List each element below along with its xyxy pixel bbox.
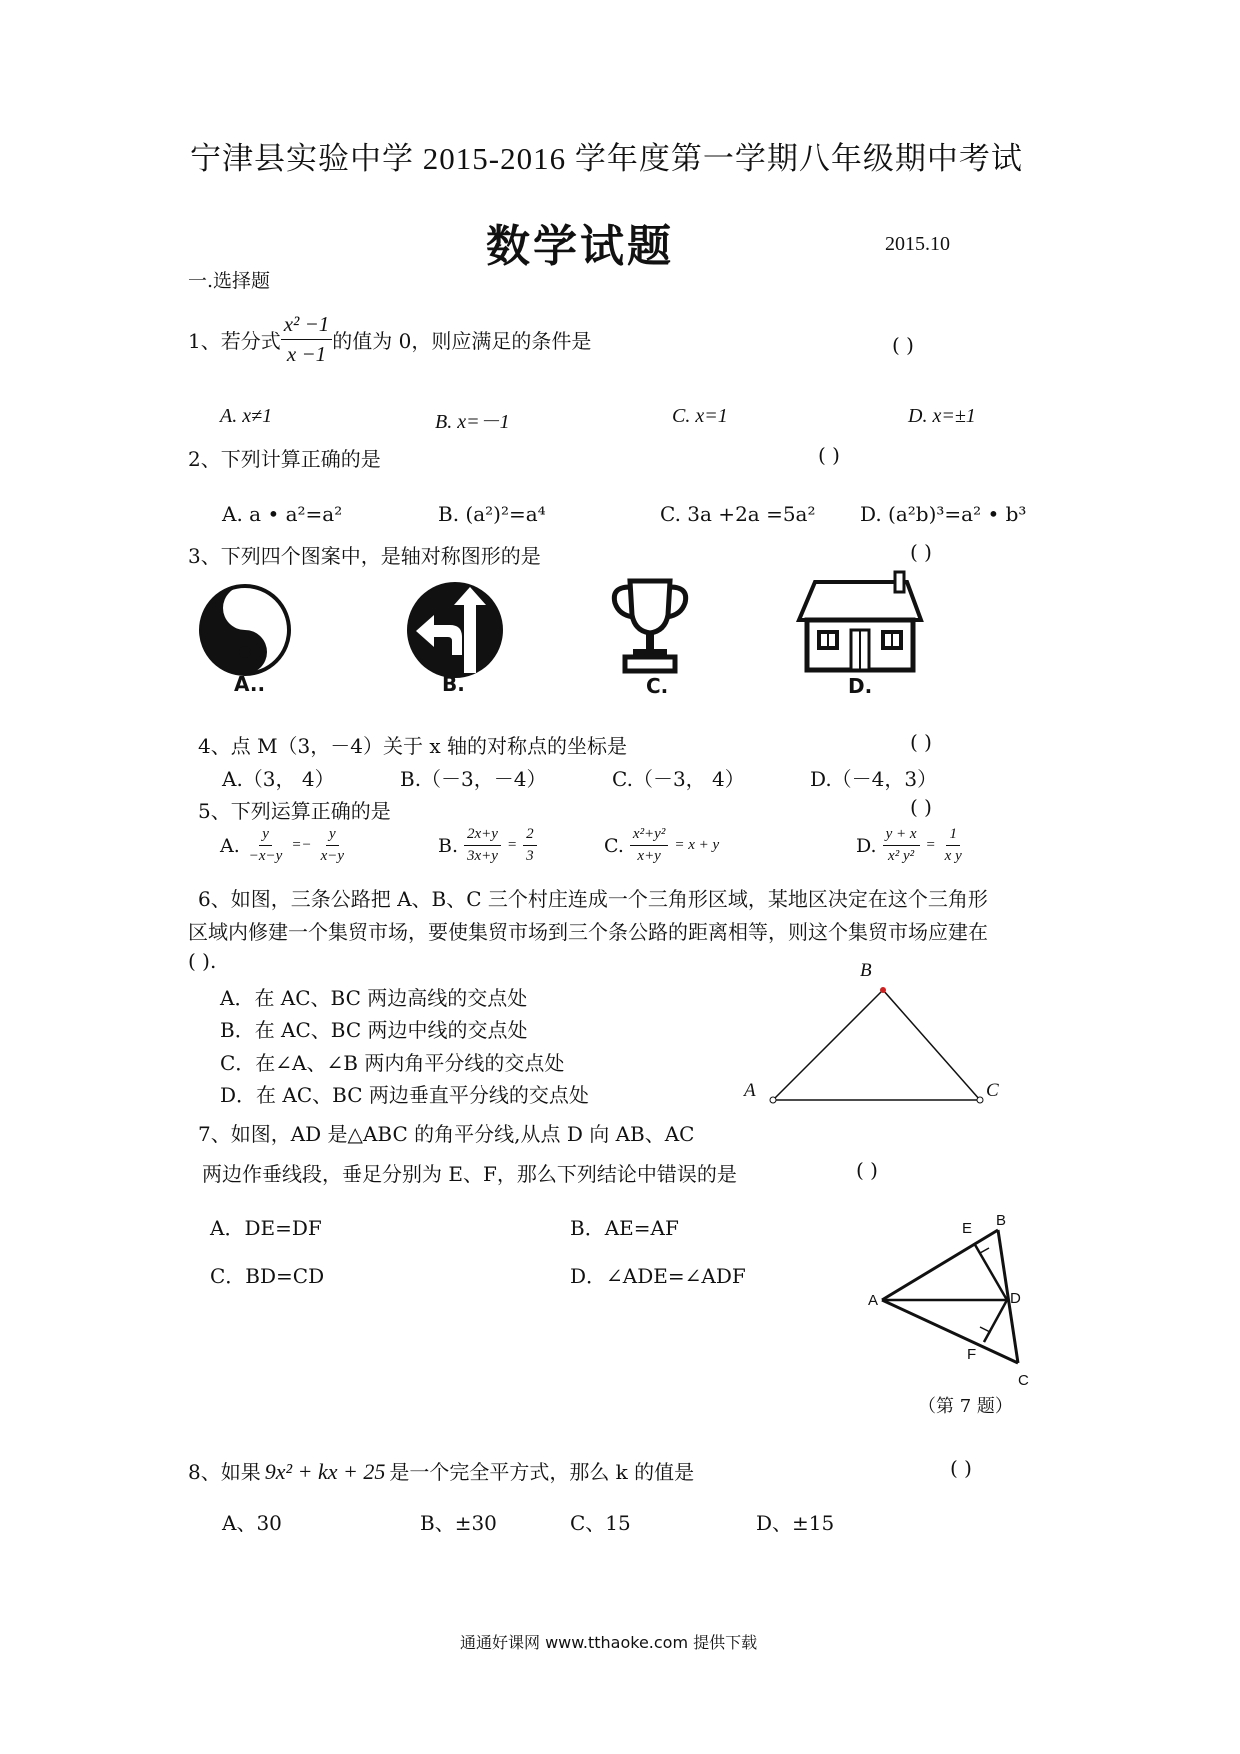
q6-option-d: D．在 AC、BC 两边垂直平分线的交点处 (220, 1083, 589, 1107)
q2-option-a: A. a • a²=a² (222, 502, 343, 526)
question-8: 8、如果 9x² + kx + 25 是一个完全平方式，那么 k 的值是 (188, 1459, 695, 1484)
q7-answer-bracket: ( ) (856, 1158, 878, 1182)
q6-triangle-figure (740, 960, 1020, 1120)
section-heading: 一.选择题 (188, 270, 271, 292)
q7-figure-caption: （第 7 题） (918, 1396, 1013, 1417)
q2-option-d: D. (a²b)³=a² • b³ (860, 502, 1027, 526)
turn-arrow-sign-icon (400, 575, 510, 685)
page-footer: 通通好课网 www.tthaoke.com 提供下载 (460, 1633, 758, 1652)
q7-option-d: D．∠ADE=∠ADF (570, 1264, 746, 1288)
q7-label-d: D (1010, 1290, 1021, 1307)
q4-answer-bracket: ( ) (910, 730, 932, 754)
q4-option-b: B.（－3，－4） (400, 767, 547, 791)
q7-label-f: F (967, 1346, 977, 1363)
q6-label-b: B (860, 960, 872, 981)
q6-label-a: A (744, 1080, 756, 1101)
q2-option-b: B. (a²)²=a⁴ (438, 502, 546, 526)
page-subtitle: 数学试题 (486, 221, 674, 272)
question-7-line2: 两边作垂线段，垂足分别为 E、F，那么下列结论中错误的是 (202, 1162, 737, 1186)
q5-option-c: C. $\frac{\text{x²+y²}}{x+y}$ = x + y (604, 826, 720, 864)
q1-fraction (281, 312, 333, 367)
exam-date: 2015.10 (885, 233, 950, 255)
q8-option-a: A、30 (222, 1511, 282, 1535)
question-1 (188, 312, 591, 367)
q6-label-c: C (986, 1080, 999, 1101)
q1-option-b: B. x=－1 (435, 411, 510, 433)
q4-option-c: C.（－3， 4） (612, 767, 745, 791)
question-5: 5、下列运算正确的是 (198, 799, 391, 823)
question-6-line1: 6、如图，三条公路把 A、B、C 三个村庄连成一个三角形区域，某地区决定在这个三角形 (198, 887, 988, 911)
q1-option-c: C. x=1 (672, 405, 728, 427)
q3-label-d: D. (848, 674, 873, 698)
q1-suffix: 的值为 0，则应满足的条件是 (332, 329, 592, 353)
house-icon (795, 570, 925, 680)
q7-label-b: B (996, 1212, 1007, 1229)
q1-frac-den: x −1 (286, 342, 327, 366)
q5-option-d: D. $\frac{y + x}{\text{x² y²}}$ = $\frac{1}{\text{x y}}$ (856, 826, 962, 864)
q1-frac-num: x² −1 (281, 312, 333, 340)
q7-option-b: B．AE=AF (570, 1216, 679, 1240)
q7-label-e: E (962, 1220, 973, 1237)
q6-option-c: C．在∠A、∠B 两内角平分线的交点处 (220, 1051, 565, 1075)
q3-label-a: A.. (234, 672, 266, 696)
q8-option-c: C、15 (570, 1511, 631, 1535)
q2-answer-bracket: ( ) (818, 443, 840, 467)
question-7-line1: 7、如图，AD 是△ABC 的角平分线,从点 D 向 AB、AC (198, 1122, 695, 1146)
q6-vertex-b (880, 987, 886, 993)
q1-answer-bracket: ( ) (892, 333, 914, 357)
q5-option-b: B. $\frac{2x+y}{3x+y}$ = $\frac{2}{3}$ (438, 826, 537, 865)
q6-vertex-c (977, 1097, 983, 1103)
q4-option-a: A.（3， 4） (222, 767, 335, 791)
q7-label-a: A (868, 1292, 879, 1309)
question-3: 3、下列四个图案中，是轴对称图形的是 (188, 544, 541, 568)
q6-option-a: A．在 AC、BC 两边高线的交点处 (220, 986, 528, 1010)
trophy-icon (605, 575, 695, 675)
q1-option-d: D. x=±1 (908, 405, 976, 427)
yin-yang-icon (190, 575, 300, 685)
q3-label-b: B. (442, 672, 465, 696)
q2-option-c: C. 3a +2a =5a² (660, 502, 816, 526)
q5-option-a: A. $\frac{y}{-x-y}$ =− $\frac{y}{x-y}$ (220, 826, 345, 864)
exam-title: 宁津县实验中学 2015-2016 学年度第一学期八年级期中考试 (190, 141, 1023, 176)
q6-option-b: B．在 AC、BC 两边中线的交点处 (220, 1018, 528, 1042)
question-6-line2: 区域内修建一个集贸市场，要使集贸市场到三个条公路的距离相等，则这个集贸市场应建在 (188, 920, 988, 944)
q6-vertex-a (770, 1097, 776, 1103)
q5-answer-bracket: ( ) (910, 795, 932, 819)
q3-label-c: C. (646, 674, 669, 698)
q8-expression: 9x² + kx + 25 (264, 1459, 386, 1484)
question-2: 2、下列计算正确的是 (188, 447, 381, 471)
question-6-line3: ( ). (188, 949, 217, 973)
question-4: 4、点 M（3，－4）关于 x 轴的对称点的坐标是 (198, 734, 628, 758)
q7-option-c: C．BD=CD (210, 1264, 325, 1288)
q1-prefix: 1、若分式 (188, 329, 281, 353)
q8-option-b: B、±30 (420, 1511, 497, 1535)
q7-label-c: C (1018, 1372, 1029, 1389)
q7-option-a: A．DE=DF (210, 1216, 322, 1240)
q8-option-d: D、±15 (756, 1511, 835, 1535)
q4-option-d: D.（－4，3） (810, 767, 938, 791)
q1-option-a: A. x≠1 (220, 405, 273, 427)
q3-answer-bracket: ( ) (910, 540, 932, 564)
q8-answer-bracket: ( ) (950, 1456, 972, 1480)
